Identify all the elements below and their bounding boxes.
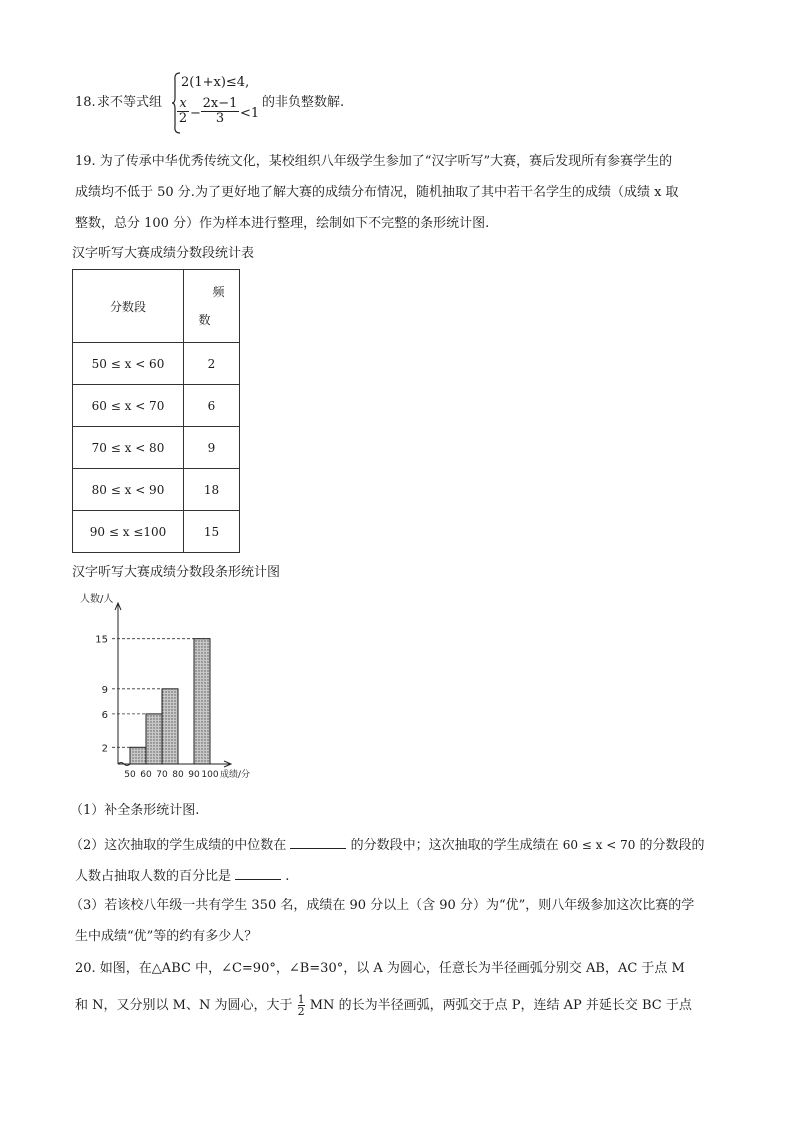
bar-70-80 xyxy=(162,689,178,764)
x-tick-label: 100 xyxy=(201,770,219,780)
y-axis-label: 人数/人 xyxy=(80,594,114,605)
sub2-text-a: （2）这次抽取的学生成绩的中位数在 xyxy=(70,838,287,853)
table-row xyxy=(73,427,240,469)
x-tick-label: 60 xyxy=(140,770,152,780)
row-freq: 18 xyxy=(184,469,240,511)
x-tick-label: 50 xyxy=(124,770,136,780)
fraction-denominator: 2 xyxy=(178,111,188,126)
answer-blank-median[interactable] xyxy=(290,836,346,849)
row-range: 90 ≤ x ≤100 xyxy=(73,511,184,553)
row-range: 80 ≤ x < 90 xyxy=(73,469,184,511)
chart-title: 汉字听写大赛成绩分数段条形统计图 xyxy=(72,565,281,580)
table-row xyxy=(73,511,240,553)
sub2-range: 60 ≤ x < 70 xyxy=(562,838,636,852)
bar-60-70 xyxy=(146,714,162,764)
q20-text-b: MN 的长为半径画弧，两弧交于点 P，连结 AP 并延长交 BC 于点 xyxy=(309,998,692,1013)
minus-sign: − xyxy=(190,106,201,121)
row-freq: 15 xyxy=(184,511,240,553)
x-tick-label: 80 xyxy=(172,770,184,780)
score-frequency-table xyxy=(72,269,240,553)
sub2-text-f: . xyxy=(285,869,290,884)
q18-prompt: 求不等式组 xyxy=(97,95,163,110)
bar-50-60 xyxy=(130,747,146,764)
fraction-denominator: 3 xyxy=(201,111,239,126)
fraction-one-half xyxy=(298,994,305,1017)
table-row xyxy=(73,343,240,385)
x-tick-label: 90 xyxy=(188,770,200,780)
row-freq: 2 xyxy=(184,343,240,385)
q19-line-2: 成绩均不低于 50 分.为了更好地了解大赛的成绩分布情况，随机抽取了其中若干名学生的成绩（成绩 x 取 xyxy=(75,185,679,200)
q19-sub-3-line-1: （3）若该校八年级一共有学生 350 名，成绩在 90 分以上（含 90 分）为“优”，则八年级参加这次比赛的学 xyxy=(70,898,695,913)
q18-number: 18. xyxy=(75,95,96,110)
q20-line-2 xyxy=(75,994,692,1017)
row-freq: 9 xyxy=(184,427,240,469)
q19-line-1: 19. 为了传承中华优秀传统文化，某校组织八年级学生参加了“汉字听写”大赛，赛后发现所有参赛学生的 xyxy=(75,154,673,169)
inequality-1: 2(1+x)≤4, xyxy=(181,75,250,90)
fraction-numerator: 2x−1 xyxy=(202,96,238,111)
score-bar-chart xyxy=(80,592,290,792)
table-row xyxy=(73,385,240,427)
y-tick-label: 15 xyxy=(95,634,108,646)
half-numerator: 1 xyxy=(297,993,305,1006)
q20-line-1: 20. 如图，在△ABC 中，∠C=90°，∠B=30°，以 A 为圆心，任意长为半径画弧分别交 AB，AC 于点 M xyxy=(75,961,685,976)
q19-sub-2-line-2 xyxy=(75,867,289,885)
table-header-range: 分数段 xyxy=(73,270,184,343)
q19-line-3: 整数，总分 100 分）作为样本进行整理，绘制如下不完整的条形统计图. xyxy=(75,216,490,231)
q20-text-a: 和 N，又分别以 M、N 为圆心，大于 xyxy=(75,998,293,1013)
q18-suffix: 的非负整数解. xyxy=(262,95,345,110)
row-freq: 6 xyxy=(184,385,240,427)
answer-blank-percentage[interactable] xyxy=(235,867,281,880)
table-header-freq xyxy=(184,270,240,343)
y-tick-label: 6 xyxy=(101,709,108,721)
sub2-text-b: 的分数段中；这次抽取的学生成绩在 xyxy=(350,838,559,853)
sub2-text-d: 的分数段的 xyxy=(639,838,705,853)
inequality-2-relation: <1 xyxy=(240,106,260,121)
header-freq-char-1: 频 xyxy=(212,285,225,299)
x-tick-label: 70 xyxy=(156,770,168,780)
y-tick-label: 9 xyxy=(101,684,108,696)
q19-sub-2-line-1 xyxy=(70,836,705,854)
sub2-text-e: 人数占抽取人数的百分比是 xyxy=(75,869,232,884)
fraction-x-over-2 xyxy=(177,97,189,126)
row-range: 60 ≤ x < 70 xyxy=(73,385,184,427)
row-range: 50 ≤ x < 60 xyxy=(73,343,184,385)
q19-sub-1: （1）补全条形统计图. xyxy=(70,803,200,818)
row-range: 70 ≤ x < 80 xyxy=(73,427,184,469)
x-axis-label: 成绩/分 xyxy=(220,770,251,780)
q19-sub-3-line-2: 生中成绩“优”等的约有多少人？ xyxy=(75,929,258,944)
table-row xyxy=(73,469,240,511)
bar-90-100 xyxy=(194,639,210,764)
y-tick-label: 2 xyxy=(101,743,108,755)
fraction-2x-1-over-3 xyxy=(201,97,239,126)
header-freq-char-2: 数 xyxy=(198,313,211,327)
half-denominator: 2 xyxy=(297,1005,305,1018)
fraction-numerator: x xyxy=(179,96,187,111)
table-title: 汉字听写大赛成绩分数段统计表 xyxy=(72,246,255,261)
